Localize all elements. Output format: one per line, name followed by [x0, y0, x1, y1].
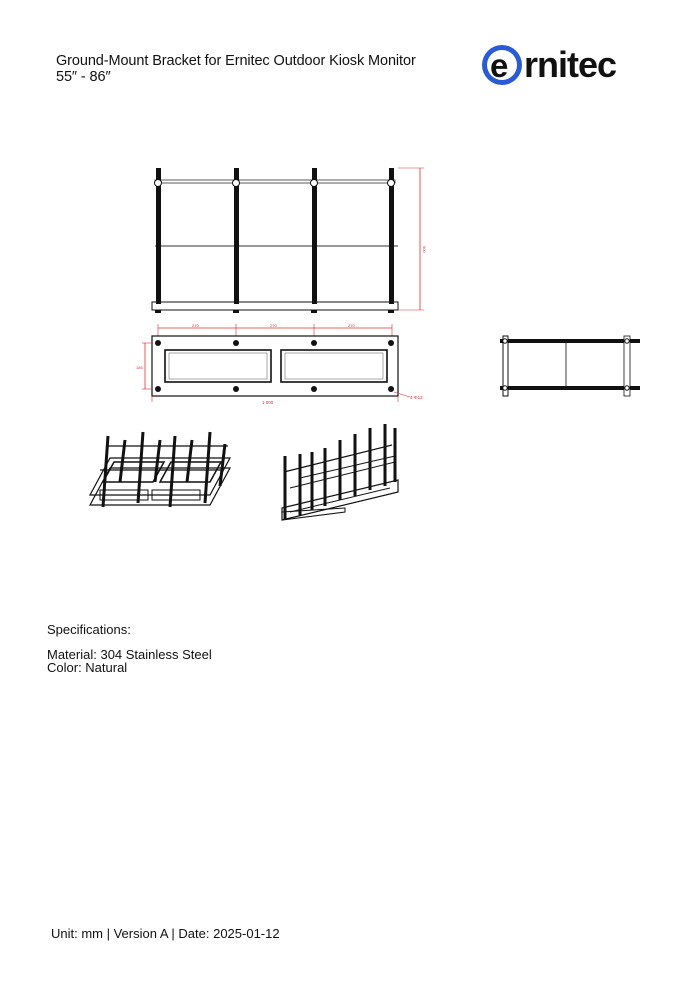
dim-depth: 185 [136, 365, 143, 370]
specifications-heading: Specifications: [47, 622, 131, 637]
document-footer: Unit: mm | Version A | Date: 2025-01-12 [51, 926, 280, 941]
isometric-view-right [282, 424, 398, 520]
dim-width: 1 000 [262, 400, 274, 405]
dim-spacing-3: 270 [348, 323, 355, 328]
title-line-1: Ground-Mount Bracket for Ernitec Outdoor Kiosk Monitor [56, 53, 416, 69]
front-elevation-view [152, 168, 427, 313]
dim-height: 900 [422, 246, 427, 253]
title-line-2: 55″ - 86″ [56, 69, 111, 85]
isometric-view-left [90, 432, 230, 507]
dim-hole: 4-Φ12 [410, 395, 423, 400]
specifications-list [47, 648, 212, 674]
dim-spacing-2: 270 [270, 323, 277, 328]
svg-text:e: e [490, 47, 509, 84]
spec-color: Color: Natural [47, 660, 128, 675]
side-view [500, 336, 640, 396]
spec-material: Material: 304 Stainless Steel [47, 647, 212, 662]
svg-text:rnitec: rnitec [524, 44, 617, 85]
dim-spacing-1: 270 [192, 323, 199, 328]
plan-view [136, 323, 423, 405]
